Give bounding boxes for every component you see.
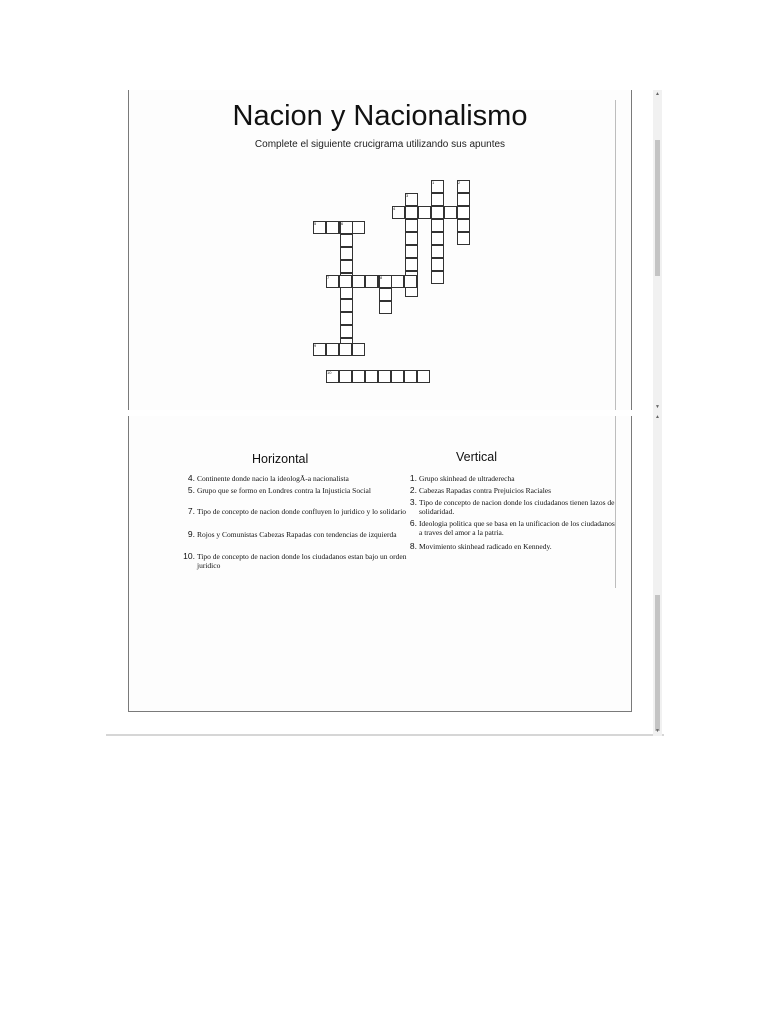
crossword-number: 3 bbox=[406, 193, 409, 198]
crossword-cell bbox=[340, 260, 353, 273]
vertical-heading: Vertical bbox=[456, 450, 497, 464]
crossword-cell bbox=[431, 232, 444, 245]
crossword-cell bbox=[405, 232, 418, 245]
crossword-cell bbox=[340, 299, 353, 312]
scroll-down-arrow-icon[interactable]: ▼ bbox=[655, 404, 660, 410]
crossword-cell bbox=[352, 221, 365, 234]
crossword-number: 2 bbox=[458, 180, 461, 185]
clue-horizontal: 5. Grupo que se formo en Londres contra la Injusticia Social bbox=[187, 485, 371, 495]
crossword-cell bbox=[365, 275, 378, 288]
clue-horizontal: 4. Continente donde nacio la ideologÃ-a nacionalista bbox=[187, 473, 349, 483]
crossword-cell bbox=[326, 221, 339, 234]
page-break bbox=[128, 410, 632, 416]
crossword-cell bbox=[457, 193, 470, 206]
crossword-cell bbox=[405, 206, 418, 219]
crossword-cell bbox=[405, 219, 418, 232]
crossword-cell bbox=[431, 271, 444, 284]
crossword-cell bbox=[431, 193, 444, 206]
crossword-cell bbox=[405, 258, 418, 271]
crossword-cell bbox=[352, 370, 365, 383]
clue-vertical: 1. Grupo skinhead de ultraderecha bbox=[409, 473, 515, 483]
crossword-number: 1 bbox=[432, 180, 435, 185]
crossword-cell bbox=[379, 288, 392, 301]
crossword-cell bbox=[431, 245, 444, 258]
crossword-cell bbox=[378, 370, 391, 383]
scrollbar-thumb-upper[interactable] bbox=[655, 140, 660, 276]
crossword-cell bbox=[340, 312, 353, 325]
scroll-down-arrow-icon[interactable]: ▼ bbox=[655, 728, 660, 734]
crossword-cell bbox=[339, 343, 352, 356]
crossword-cell bbox=[457, 232, 470, 245]
crossword-number: 10 bbox=[327, 370, 332, 375]
crossword-cell bbox=[431, 258, 444, 271]
crossword-cell bbox=[404, 370, 417, 383]
scrollbar-thumb-lower[interactable] bbox=[655, 595, 660, 731]
horizontal-heading: Horizontal bbox=[252, 452, 309, 466]
crossword-cell bbox=[339, 275, 352, 288]
scroll-up-arrow-icon[interactable]: ▲ bbox=[655, 414, 660, 420]
crossword-cell bbox=[326, 343, 339, 356]
clue-vertical: 2. Cabezas Rapadas contra Prejuicios Raciales bbox=[409, 485, 552, 495]
clue-vertical: 6. Ideologia politica que se basa en la unificacion de los ciudadanos a traves del amor a la patria. bbox=[409, 518, 615, 537]
viewer-bottom-border bbox=[106, 734, 664, 736]
crossword-cell bbox=[405, 245, 418, 258]
crossword-number: 8 bbox=[380, 275, 383, 280]
crossword-cell bbox=[457, 206, 470, 219]
document-page bbox=[128, 90, 632, 712]
crossword-cell bbox=[340, 325, 353, 338]
crossword-cell bbox=[417, 370, 430, 383]
crossword-cell bbox=[404, 275, 417, 288]
crossword-cell bbox=[431, 206, 444, 219]
clue-vertical: 8. Movimiento skinhead radicado en Kennedy. bbox=[409, 541, 552, 551]
clue-vertical: 3. Tipo de concepto de nacion donde los ciudadanos tienen lazos de solidaridad. bbox=[409, 497, 615, 516]
scroll-up-arrow-icon[interactable]: ▲ bbox=[655, 91, 660, 97]
crossword-number: 5 bbox=[314, 221, 317, 226]
crossword-cell bbox=[418, 206, 431, 219]
crossword-number: 9 bbox=[314, 343, 317, 348]
crossword-cell bbox=[365, 370, 378, 383]
clue-horizontal: 9. Rojos y Comunistas Cabezas Rapadas con tendencias de izquierda bbox=[187, 529, 397, 539]
crossword-cell bbox=[444, 206, 457, 219]
crossword-cell bbox=[379, 301, 392, 314]
crossword-cell bbox=[340, 247, 353, 260]
crossword-cell bbox=[352, 343, 365, 356]
crossword-cell bbox=[340, 234, 353, 247]
crossword-cell bbox=[391, 370, 404, 383]
crossword-cell bbox=[391, 275, 404, 288]
crossword-cell bbox=[457, 219, 470, 232]
crossword-number: 7 bbox=[327, 275, 330, 280]
crossword-cell bbox=[352, 275, 365, 288]
clue-horizontal: 10. Tipo de concepto de nacion donde los ciudadanos estan bajo un orden juridico bbox=[183, 551, 407, 570]
page-title: Nacion y Nacionalismo bbox=[232, 100, 528, 132]
clue-horizontal: 7. Tipo de concepto de nacion donde confluyen lo juridico y lo solidario bbox=[187, 506, 407, 516]
page-subtitle: Complete el siguiente crucigrama utilizando sus apuntes bbox=[254, 139, 506, 150]
crossword-cell bbox=[431, 219, 444, 232]
crossword-cell bbox=[339, 370, 352, 383]
crossword-number: 4 bbox=[393, 206, 396, 211]
crossword-number: 6 bbox=[341, 221, 344, 226]
